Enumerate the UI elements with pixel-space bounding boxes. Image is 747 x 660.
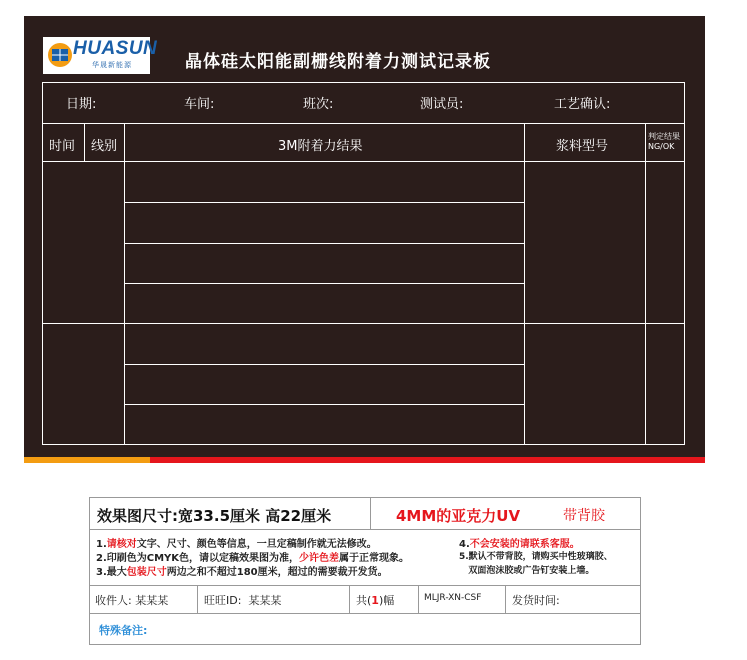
col-divider: [524, 123, 525, 445]
field-shift: 班次:: [303, 97, 334, 112]
row-divider: [124, 243, 524, 244]
field-date: 日期:: [66, 97, 97, 112]
note-2: 2.印刷色为CMYK色，请以定稿效果图为准，少许色差属于正常现象。: [96, 553, 410, 564]
col-header-time: 时间: [49, 139, 76, 154]
label-divider: [505, 585, 506, 613]
row-divider: [42, 323, 685, 324]
row-divider: [42, 161, 685, 162]
field-process-confirm: 工艺确认:: [554, 97, 611, 112]
col-header-judge-sub: NG/OK: [648, 142, 675, 151]
col-header-result: 3M附着力结果: [278, 139, 363, 154]
label-divider: [370, 497, 371, 529]
material-suffix: 带背胶: [563, 508, 605, 524]
row-divider: [42, 123, 685, 124]
col-header-line: 线别: [91, 139, 118, 154]
row-divider: [124, 202, 524, 203]
board-title: 晶体硅太阳能副栅线附着力测试记录板: [185, 52, 491, 72]
logo-brand: HUASUN: [73, 38, 158, 59]
col-divider: [124, 123, 125, 445]
col-header-paste: 浆料型号: [556, 139, 609, 154]
receiver: 收件人: 某某某: [95, 594, 169, 607]
note-5: 5.默认不带背胶，请购买中性玻璃胶、: [459, 552, 613, 562]
product-code: MLJR-XN-CSF: [424, 593, 482, 603]
label-divider: [89, 529, 640, 530]
label-divider: [418, 585, 419, 613]
label-divider: [89, 585, 640, 586]
col-header-judge: 判定结果: [648, 132, 680, 141]
accent-stripe-orange: [24, 457, 150, 463]
material-label: 4MM的亚克力UV: [396, 507, 521, 525]
label-divider: [197, 585, 198, 613]
field-tester: 测试员:: [420, 97, 464, 112]
note-3: 3.最大包装尺寸两边之和不超过180厘米，超过的需要裁开发货。: [96, 567, 388, 578]
logo-subtitle: 华晟新能源: [92, 61, 132, 69]
label-divider: [349, 585, 350, 613]
size-label: 效果图尺寸:宽33.5厘米 高22厘米: [97, 507, 332, 525]
col-divider: [645, 123, 646, 445]
sun-panel-icon: [46, 41, 74, 69]
label-divider: [89, 613, 640, 614]
ship-time: 发货时间:: [512, 594, 560, 607]
note-4: 4.不会安装的请联系客服。: [459, 539, 580, 550]
wangwang-id: 旺旺ID: 某某某: [204, 594, 282, 607]
note-1: 1.请核对文字、尺寸、颜色等信息，一旦定稿制作就无法修改。: [96, 539, 377, 550]
note-5-cont: 双面泡沫胶或广告钉安装上墙。: [459, 566, 595, 576]
row-divider: [124, 364, 524, 365]
total-count: 共(1)幅: [356, 594, 395, 607]
special-remark: 特殊备注:: [99, 624, 148, 637]
accent-stripe-red: [150, 457, 705, 463]
col-divider: [84, 123, 85, 161]
field-workshop: 车间:: [184, 97, 215, 112]
row-divider: [124, 404, 524, 405]
row-divider: [124, 283, 524, 284]
